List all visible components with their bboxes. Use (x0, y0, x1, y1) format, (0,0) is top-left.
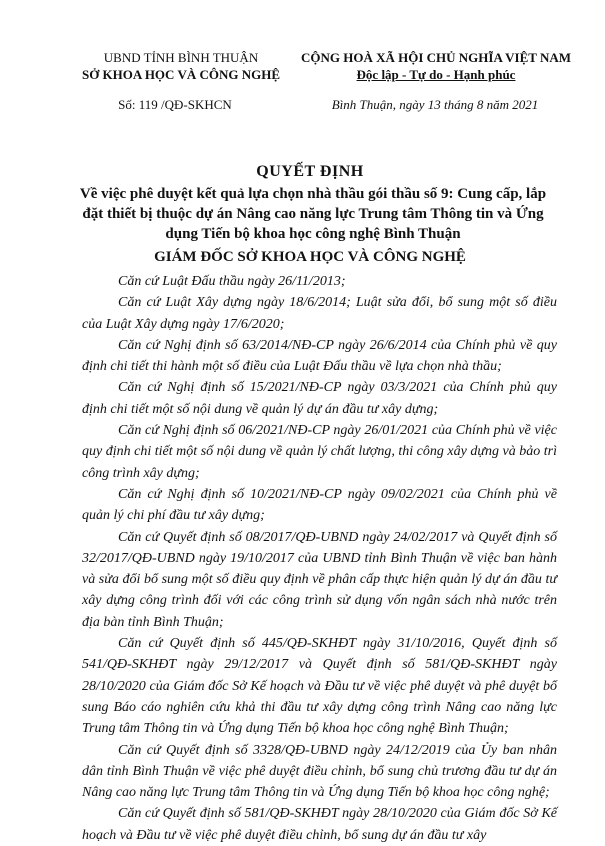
legal-basis-paragraph: Căn cứ Nghị định số 10/2021/NĐ-CP ngày 09/02/2021 của Chính phủ về quản lý chi phí đầu tư xây dựng; (82, 486, 557, 524)
document-subject: Về việc phê duyệt kết quả lựa chọn nhà thầu gói thầu số 9: Cung cấp, lắp đặt thiết bị thuộc dự án Nâng cao năng lực Trung tâm Thông tin và Ứng dụng Tiến bộ khoa học công nghệ Bình Thuận (79, 186, 547, 242)
org-name: SỞ KHOA HỌC VÀ CÔNG NGHỆ (81, 67, 281, 82)
legal-basis-paragraph: Căn cứ Luật Xây dựng ngày 18/6/2014; Luật sửa đổi, bổ sung một số điều của Luật Xây dựng ngày 17/6/2020; (82, 295, 557, 332)
issue-date: Bình Thuận, ngày 13 tháng 8 năm 2021 (331, 97, 539, 112)
legal-basis-paragraph: Căn cứ Quyết định số 3328/QĐ-UBND ngày 24/12/2019 của Ủy ban nhân dân tỉnh Bình Thuận về việc phê duyệt điều chỉnh, bổ sung chủ trương đầu tư dự án Nâng cao năng lực Trung tâm Thông tin và Ứng dụng Tiến bộ khoa học công nghệ; (82, 742, 557, 801)
legal-basis-paragraph: Căn cứ Quyết định số 581/QĐ-SKHĐT ngày 28/10/2020 của Giám đốc Sở Kế hoạch và Đầu tư về việc phê duyệt điều chỉnh, bổ sung dự án đầu tư xây (82, 806, 557, 843)
nation-name: CỘNG HOÀ XÃ HỘI CHỦ NGHĨA VIỆT NAM (300, 50, 572, 65)
legal-basis-paragraph: Căn cứ Luật Đấu thầu ngày 26/11/2013; (118, 274, 346, 289)
reference-number: Số: 119 /QĐ-SKHCN (118, 97, 232, 112)
legal-basis-paragraph: Căn cứ Quyết định số 08/2017/QĐ-UBND ngày 24/02/2017 và Quyết định số 32/2017/QĐ-UBND ngày 19/10/2017 của UBND tỉnh Bình Thuận về việc ban hành và sửa đổi bổ sung một số điều quy định về phân cấp thực hiện quản lý dự án đầu tư xây dựng công trình đối với các công trình sử dụng vốn ngân sách nhà nước trên địa bàn tỉnh Bình Thuận; (82, 529, 557, 630)
issuing-organization (74, 49, 288, 83)
document-title: QUYẾT ĐỊNH (256, 163, 364, 180)
org-parent: UBND TỈNH BÌNH THUẬN (103, 50, 259, 65)
legal-basis-paragraph: Căn cứ Nghị định số 06/2021/NĐ-CP ngày 26/01/2021 của Chính phủ về việc quy định chi tiết một số nội dung về quản lý chất lượng, thi công xây dựng và bảo trì công trình xây dựng; (82, 423, 557, 481)
issuing-authority: GIÁM ĐỐC SỞ KHOA HỌC VÀ CÔNG NGHỆ (154, 249, 466, 265)
document-body (82, 271, 557, 846)
nation-motto: Độc lập - Tự do - Hạnh phúc (356, 67, 516, 82)
legal-basis-paragraph: Căn cứ Quyết định số 445/QĐ-SKHĐT ngày 31/10/2016, Quyết định số 541/QĐ-SKHĐT ngày 29/12/2017 và Quyết định số 581/QĐ-SKHĐT ngày 28/10/2020 của Giám đốc Sở Kế hoạch và Đầu tư về việc phê duyệt và phê duyệt bổ sung Báo cáo nghiên cứu khả thi đầu tư xây dựng công trình Nâng cao năng lực Trung tâm Thông tin và Ứng dụng Tiến bộ khoa học công nghệ Bình Thuận; (82, 636, 557, 737)
legal-basis-paragraph: Căn cứ Nghị định số 15/2021/NĐ-CP ngày 03/3/2021 của Chính phủ quy định chi tiết một số nội dung về quản lý dự án đầu tư xây dựng; (82, 380, 557, 417)
legal-basis-paragraph: Căn cứ Nghị định số 63/2014/NĐ-CP ngày 26/6/2014 của Chính phủ về quy định chi tiết thi hành một số điều của Luật Đấu thầu về lựa chọn nhà thầu; (82, 337, 557, 375)
national-heading (291, 49, 581, 83)
